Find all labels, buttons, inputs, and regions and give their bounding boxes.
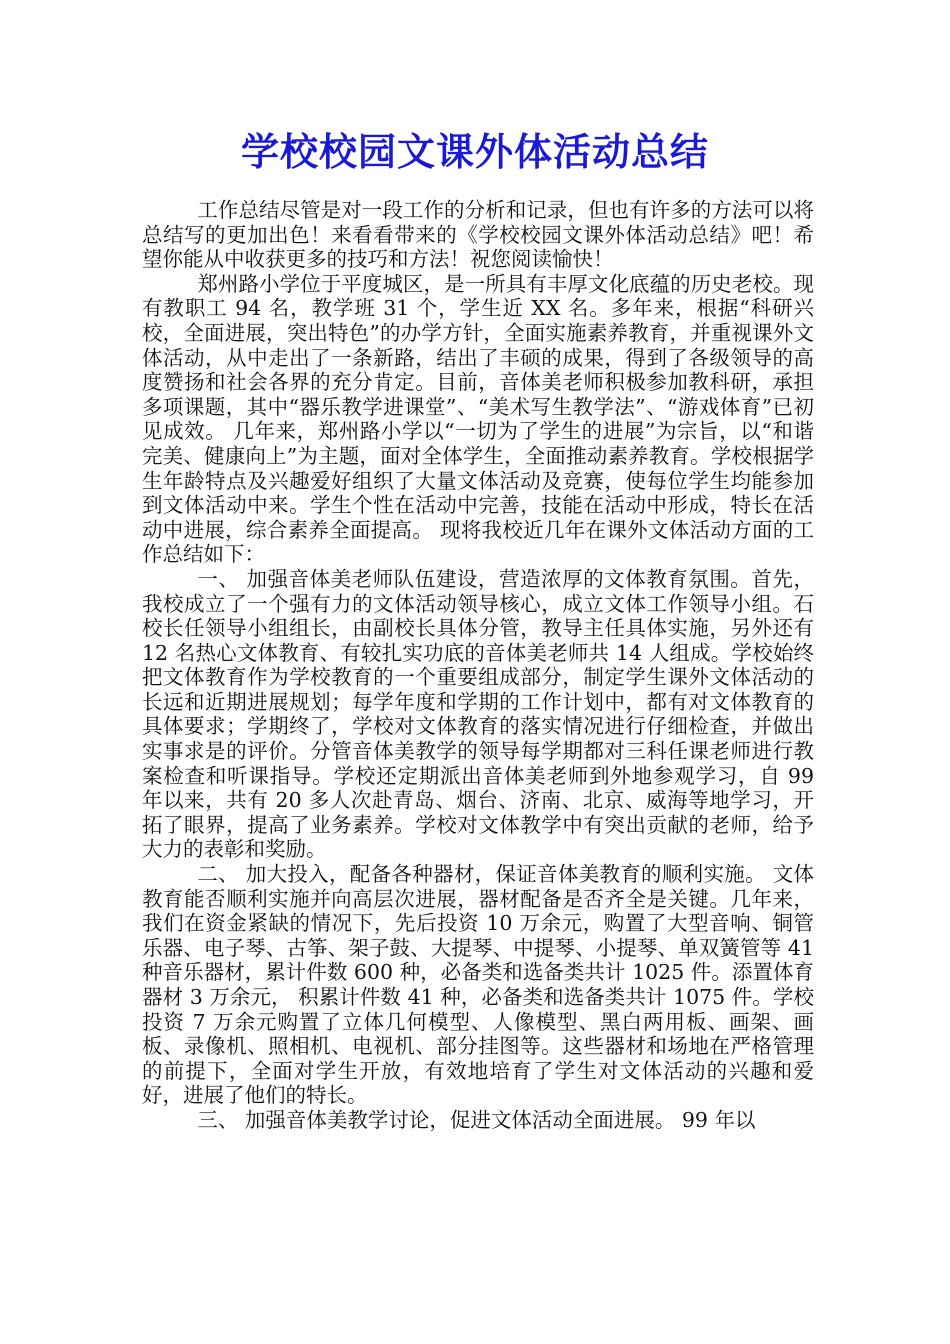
paragraph-section-one: 一、 加强音体美老师队伍建设，营造浓厚的文体教育氛围。首先，我校成立了一个强有力的文体活动领导核心，成立文体工作领导小组。石校长任领导小组组长，由副校长具体分管，教导主任具体实施，另外还有 12 名热心文体教育、有较扎实功底的音体美老师共 14 人组成。学校始终把文体教育作为学校教育的一个重要组成部分，制定学生课外文体活动的长远和近期进展规划；每学年度和学期的工作计划中，都有对文体教育的具体要求；学期终了，学校对文体教育的落实情况进行仔细检查，并做出实事求是的评价。分管音体美教学的领导每学期都对三科任课老师进行教案检查和听课指导。学校还定期派出音体美老师到外地参观学习，自 99 年以来，共有 20 多人次赴青岛、烟台、济南、北京、威海等地学习，开拓了眼界，提高了业务素养。学校对文体教学中有突出贡献的老师，给予大力的表彰和奖励。 (142, 566, 814, 862)
paragraph-section-two: 二、 加大投入，配备各种器材，保证音体美教育的顺利实施。 文体教育能否顺利实施并向高层次进展，器材配备是否齐全是关键。几年来，我们在资金紧缺的情况下，先后投资 10 万余元，购置了大型音响、铜管乐器、电子琴、古筝、架子鼓、大提琴、中提琴、小提琴、单双簧管等 41 种音乐器材，累计件数 600 种，必备类和选备类共计 1025 件。添置体育器材 3 万余元， 积累计件数 41 种，必备类和选备类共计 1075 件。学校投资 7 万余元购置了立体几何模型、人像模型、黑白两用板、画架、画板、录像机、照相机、电视机、部分挂图等。这些器材和场地在严格管理的前提下，全面对学生开放，有效地培育了学生对文体活动的兴趣和爱好，进展了他们的特长。 (142, 862, 814, 1108)
paragraph-school-overview: 郑州路小学位于平度城区，是一所具有丰厚文化底蕴的历史老校。现有教职工 94 名，教学班 31 个，学生近 XX 名。多年来，根据“科研兴校，全面进展，突出特色”的办学方针，全面实施素养教育，并重视课外文体活动，从中走出了一条新路，结出了丰硕的成果，得到了各级领导的高度赞扬和社会各界的充分肯定。目前，音体美老师积极参加教科研，承担多项课题，其中“器乐教学进课堂”、“美术写生教学法”、“游戏体育”已初见成效。 几年来，郑州路小学以“一切为了学生的进展”为宗旨，以“和谐完美、健康向上”为主题，面对全体学生，全面推动素养教育。学校根据学生年龄特点及兴趣爱好组织了大量文体活动及竞赛，使每位学生均能参加到文体活动中来。学生个性在活动中完善，技能在活动中形成，特长在活动中进展，综合素养全面提高。 现将我校近几年在课外文体活动方面的工作总结如下： (142, 271, 814, 567)
document-body (142, 198, 814, 1133)
document-title: 学校校园文课外体活动总结 (240, 129, 709, 174)
paragraph-intro: 工作总结尽管是对一段工作的分析和记录，但也有许多的方法可以将总结写的更加出色！来看看带来的《学校校园文课外体活动总结》吧！希望你能从中收获更多的技巧和方法！祝您阅读愉快！ (142, 198, 814, 272)
paragraph-section-three: 三、 加强音体美教学讨论，促进文体活动全面进展。 99 年以 (197, 1107, 756, 1132)
